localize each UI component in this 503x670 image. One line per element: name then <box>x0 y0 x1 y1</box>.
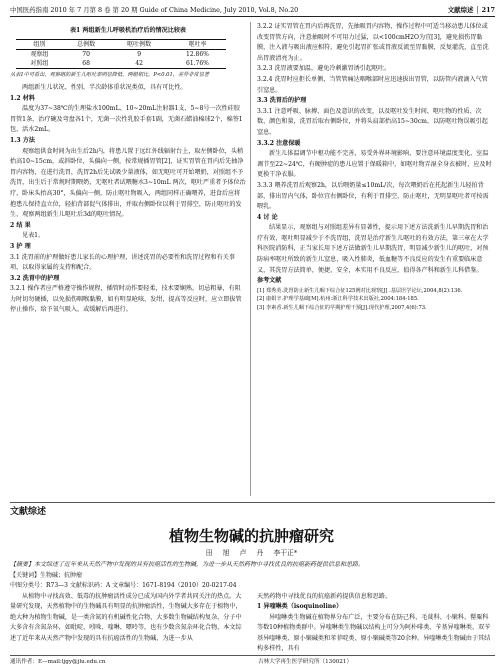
article-title: 植物生物碱的抗肿瘤研究 <box>168 527 334 545</box>
footnote-bar <box>10 655 495 665</box>
table-header-cell: 呕吐率 <box>169 39 226 49</box>
corresponding-author: 通讯作者：E—mail:ljgy@jlu.edu.cn <box>10 659 106 665</box>
table-note: 从表1中可看出，观察组的新生儿呕吐率明显降低，两组相比，P<0.01，差异非常显著 <box>10 71 210 78</box>
table-header-row <box>16 39 226 49</box>
subheading: 3.2 洗胃中的护理 <box>10 274 60 282</box>
section-heading: 2 结 果 <box>10 221 31 229</box>
subheading: 3.3.2 注意保暖 <box>257 139 301 147</box>
table-cell: 42 <box>109 59 168 69</box>
paragraph: 3.2.3 洗胃液要加温，避免冷刺激胃诱引起呕吐。 <box>257 65 391 73</box>
subheading: 3.3 洗胃后的护理 <box>257 97 307 105</box>
section-tag: 文献综述 <box>10 507 47 517</box>
classification-line: 中图分类号：R73—3 文献标识码：A 文章编号：1671-8194（2010）20-0217-04 <box>10 582 237 589</box>
paragraph: 3.1 洗胃前的护理做好患儿家长的心理护理，讲述洗胃的必要性和洗胃过程和有关事项，以取得家属的支持和配合。 <box>10 253 235 272</box>
table-row <box>16 49 226 59</box>
affiliation: 吉林大学再生医学研究所（130021） <box>258 659 353 665</box>
paragraph: 3.2.4 洗胃时应拒长单侧，当管管痛达咽喉部时应迅速拔出胃管，以防管内液滴入气管引窒息。 <box>257 75 488 94</box>
paragraph: 3.3.1 注意呼吸、脉搏、面色及意识的改变，以及呕吐发生时间、呕吐物的性质、次数、颜色和量，洗胃后取右侧卧位，并将头肩部抬高15~30cm，以防呕吐物误吸引起窒息。 <box>257 107 488 136</box>
abstract-block <box>10 560 494 592</box>
references-heading: 参考文献 <box>257 277 282 285</box>
table-row <box>16 59 226 69</box>
abstract: 【摘要】本文综述了近年来从天然产物中发现的具有抗癌活性的生物碱，为进一步从天然药物中寻找优良的抗癌新药提供信息和思路。 <box>10 561 365 568</box>
paragraph: 异喹啉类生物碱在植物界分布广泛，主要分布在防己科、毛茛科、小檗科、罂粟科等数10种植物类群中。异喹啉类生物碱以结构上可分为阿朴啡类、苄基异喹啉类、双苄基异喹啉类、原小檗碱类和苯菲啶类、原小檗碱类等20余种。异喹啉类生物碱由于其结构多样性，具有 <box>257 613 491 653</box>
results-table <box>16 39 226 69</box>
paragraph: 3.3.3 喂养洗胃后观察2h，以后喂奶量≤10mL/次，每次喂奶后在托起新生儿轻拍背部，排出胃内气体，卧位宜右侧卧位，有利于胃排空，防止呕吐，无明显呕吐者可按需喂乳。 <box>257 181 489 211</box>
section-heading: 3 护 理 <box>10 242 31 250</box>
running-header <box>10 4 495 17</box>
left-column <box>10 26 246 316</box>
article-authors: 田 旭 卢 丹 李干正* <box>205 549 298 557</box>
section-page-number: 文献综述 │ 217 <box>447 6 495 14</box>
table-cell: 70 <box>82 50 90 58</box>
reference-item: [3] 李素香.新生儿咽下综合征的早期护理干预[J].现代护理,2007,4(6):73. <box>257 304 427 311</box>
right-column <box>257 22 493 312</box>
paragraph: 温度为37~38℃的生理盐水100mL、10~20mL注射器1支、5~8号一次性硅胶胃管1条，治疗碗及弯盘各1个，无菌一次性乳胶手套1副，无菌石蜡油棉球2个，棉签1包，活水2mL。 <box>10 105 243 134</box>
subheading: 1 异喹啉类（isoquinoline） <box>257 603 343 611</box>
paragraph: 见表1。 <box>22 232 45 240</box>
reference-item: [2] 康娟辛.护理学基础[M].杭州:浙江科学技术出版社,2004:184-185. <box>257 296 419 303</box>
paragraph: 3.2.1 操作者应严格遵守操作规程，插管时动作要轻柔，技术要娴熟，切忌粗暴，有阻力时切勿硬插，以免损伤咽喉黏膜，如有明显呛咳、发绀，提高等反应时，应立即拔管停止操作，给予氧气吸入，或缓解后再进行。 <box>10 285 242 314</box>
table-caption: 表1 两组新生儿呼吸机治疗后的情况比较表 <box>69 27 187 34</box>
paragraph: 两组新生儿状况、性别、半次龄体重状况类似，具有可比性。 <box>22 84 187 91</box>
section-heading: 4 讨 论 <box>257 213 278 221</box>
keywords: 【关键词】生物碱；抗肿瘤 <box>10 571 83 579</box>
subheading: 1.3 方法 <box>10 136 35 144</box>
section-divider <box>10 502 495 503</box>
subheading: 1.2 材料 <box>10 94 35 102</box>
table-header-cell: 总例数 <box>63 39 110 49</box>
table-header-cell: 组别 <box>16 39 63 49</box>
table-cell: 9 <box>137 50 142 58</box>
paragraph: 3.2.2 证实胃管在胃内后再洗胃，先抽吸胃内容物，操作过程中可适当移动患儿体位或改变胃管方向，注意抽吸时不可用力过猛，以<100cmH2O为宜[3]，避免损伤胃黏膜，注入液与吸出液应相符，避免引起胃扩张或胃液反流至胃黏膜，反复灌洗，直至洗出胃液清亮为止。 <box>257 23 489 62</box>
article-body-left <box>10 592 246 644</box>
reference-item: [1] 郑秀英.洗胃防止新生儿咽下综合征125例对比观察[J] .基层医学论坛,2004,8(2):136. <box>257 287 463 294</box>
paragraph: 观察组供食时间为出生后2h内，将患儿置于远红外线辐射台上，取左侧卧位，头稍抬高10~15cm，或斜卧位，头偏向一侧，按常规插胃管[2]，证实胃管在胃内后先抽净胃内容物，在进行洗胃，洗胃2h后先试吸少量液体，如无呕吐可开始喂奶，对照组不予洗胃，出生后于常规时期喂奶，无呕吐者试喂糖水3~10mL 两次，呕吐严重者予体位治疗，卧床头抬高30°，头偏向一侧，防止呕吐物吸入，两组同样正确喂养，进食后应将抱患儿保持直立位，轻拍背部促气体排出，并取右侧卧位以利于胃排空，防止呕吐的发生，观察两组新生儿呕吐后3d的呕吐情况。 <box>10 147 246 219</box>
article-body-right <box>257 592 493 654</box>
table-header-cell: 呕吐例数 <box>109 39 168 49</box>
table-cell: 观察组 <box>30 50 49 58</box>
paragraph: 新生儿体温调节中枢功能不完善，易受外界环境影响，要注意环境温度变化，室温调节至22~24℃，有硬肿症的患儿应置于保暖箱中，如呕吐物弄湿全身衣被时，应及时更换干净衣服。 <box>257 150 492 179</box>
paragraph: 结果显示，观察组与对照组差异有显著性，提示用下述方法洗新生儿早期洗胃和治疗有效，呕吐明显减少于不洗胃组，洗胃是治疗新生儿呕吐的有效方法，第三章在大学科医院消防科，正当家长用下述方法做新生儿早期洗胃，明显减少新生儿的呕吐，对预防病率呕吐所致的新生儿窒息，吸入性肺炎，低血糖等不良反应的发生有重要临床意义，其洗胃方法简单，便捷，安全，本实用不良反应，值得各产科和新生儿科借鉴。 <box>257 224 489 274</box>
table-cell: 12.86% <box>186 50 209 58</box>
paragraph: 天然药物中寻找优良的抗癌新药提供信息和思路。 <box>257 593 392 600</box>
table-cell: 对照组 <box>16 59 63 69</box>
paragraph: 从植物中寻找高效、低毒的抗肿瘤活性成分已成为国内外学者共同关注的热点。大量研究发现，天然植物中的生物碱具有明显的抗肿瘤活性，生物碱大多存在于植物中，绝大种为植物生物碱，是一类含氮的有机碱性化合物，大多数生物碱结构复杂，分子中大多含有含氮杂环，如吡啶、吲哚、喹啉、嘌呤等，也有少数含氮杂环化合物，本文综述了近年来从天然产物中发现的具有抗癌活性的生物碱，为进一步从 <box>10 593 242 642</box>
table-cell: 61.76% <box>169 59 226 69</box>
column-divider <box>250 22 251 496</box>
journal-citation: 中国医药指南 2010 年 7 月第 8 卷 第 20 期 Guide of China Medicine, July 2010, Vol.8, No.20 <box>10 6 299 14</box>
table-cell: 68 <box>63 59 110 69</box>
